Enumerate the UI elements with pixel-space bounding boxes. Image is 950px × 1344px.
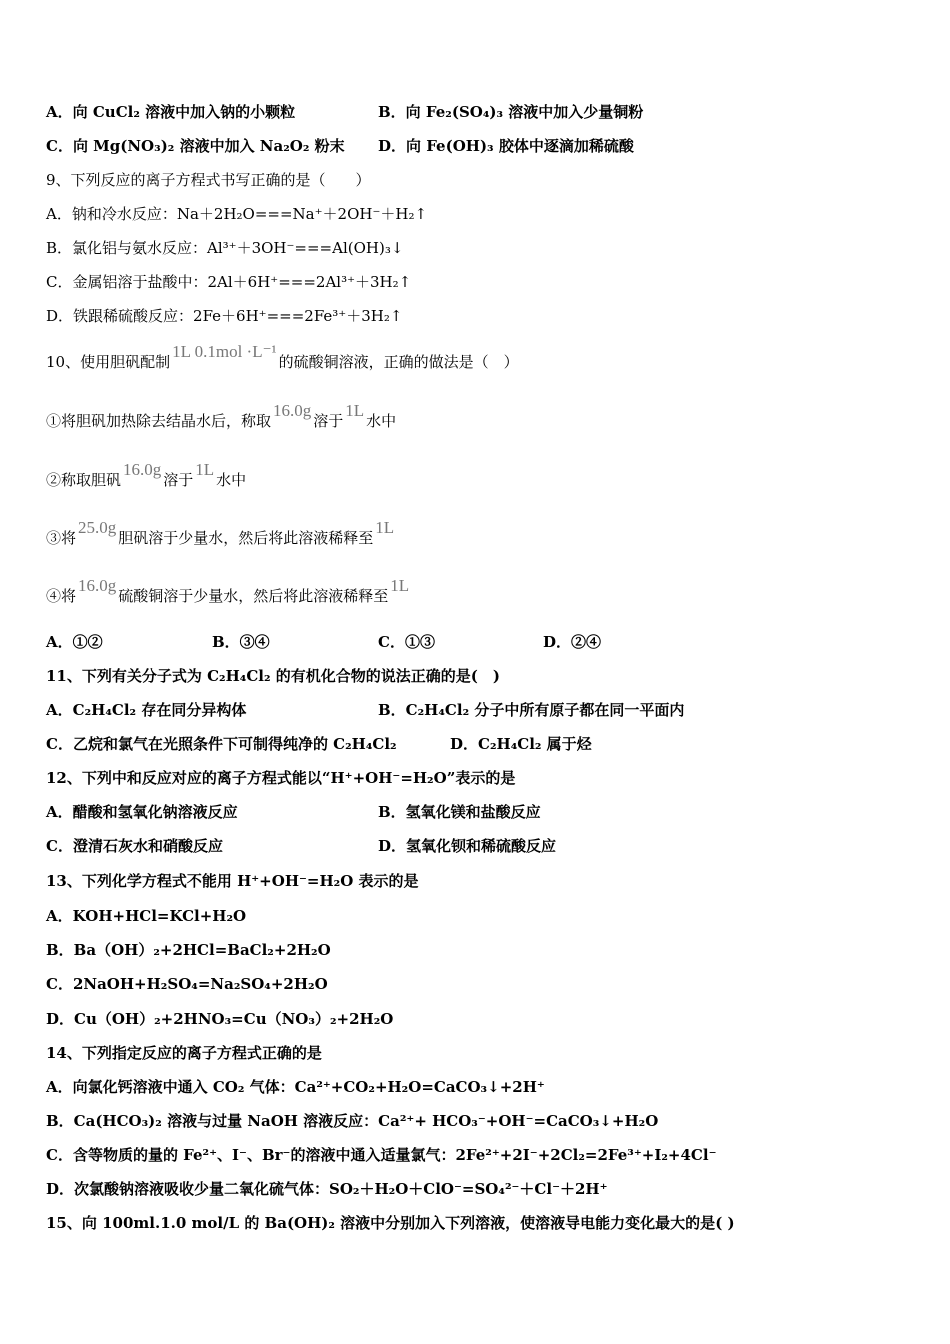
q10-statement-4 [46,576,411,606]
q10-s1-pre: ①将胆矾加热除去结晶水后，称取 [46,412,272,430]
q13-option-a: A．KOH+HCl=KCl+H₂O [46,907,247,925]
q11-option-b: B．C₂H₄Cl₂ 分子中所有原子都在同一平面内 [378,701,685,719]
q13-option-d: D．Cu（OH）₂+2HNO₃=Cu（NO₃）₂+2H₂O [46,1010,394,1028]
q10-s3-vol: 1L [375,518,395,537]
q10-s3-mid: 胆矾溶于少量水，然后将此溶液稀释至 [118,529,374,547]
q14-option-b: B．Ca(HCO₃)₂ 溶液与过量 NaOH 溶液反应：Ca²⁺+ HCO₃⁻+OH⁻=CaCO₃↓+H₂O [46,1112,659,1130]
q13-stem: 13、下列化学方程式不能用 H⁺+OH⁻=H₂O 表示的是 [46,872,419,890]
q14-stem: 14、下列指定反应的离子方程式正确的是 [46,1044,322,1062]
q9-option-c: C．金属铝溶于盐酸中：2Al＋6H⁺===2Al³⁺＋3H₂↑ [46,273,412,291]
q13-option-c: C．2NaOH+H₂SO₄=Na₂SO₄+2H₂O [46,975,328,993]
q10-stem-pre: 10、使用胆矾配制 [46,353,171,371]
q9-stem: 9、下列反应的离子方程式书写正确的是（ ） [46,171,371,189]
q14-option-c: C．含等物质的量的 Fe²⁺、I⁻、Br⁻的溶液中通入适量氯气：2Fe²⁺+2I⁻+2Cl₂=2Fe³⁺+I₂+4Cl⁻ [46,1146,717,1164]
q10-s2-post: 水中 [216,471,247,489]
q11-option-d: D．C₂H₄Cl₂ 属于烃 [450,735,592,753]
q10-option-b: B．③④ [212,633,270,651]
q10-stem-formula: 1L 0.1mol ·L⁻¹ [172,342,277,361]
q11-stem: 11、下列有关分子式为 C₂H₄Cl₂ 的有机化合物的说法正确的是( ) [46,667,500,685]
q8-option-d: D．向 Fe(OH)₃ 胶体中逐滴加稀硫酸 [378,137,634,155]
q9-option-b: B．氯化铝与氨水反应：Al³⁺＋3OH⁻===Al(OH)₃↓ [46,239,404,257]
q15-stem: 15、向 100ml.1.0 mol/L 的 Ba(OH)₂ 溶液中分别加入下列溶液，使溶液导电能力变化最大的是( ) [46,1214,735,1232]
q10-statement-1 [46,401,397,431]
q10-s3-pre: ③将 [46,529,77,547]
q10-option-d: D．②④ [543,633,602,651]
q10-s4-vol: 1L [390,576,410,595]
q8-option-a: A．向 CuCl₂ 溶液中加入钠的小颗粒 [46,103,296,121]
q10-s2-vol: 1L [195,460,215,479]
q8-option-b: B．向 Fe₂(SO₄)₃ 溶液中加入少量铜粉 [378,103,644,121]
q10-s4-mid: 硫酸铜溶于少量水，然后将此溶液稀释至 [118,587,389,605]
q10-s4-pre: ④将 [46,587,77,605]
q11-option-c: C．乙烷和氯气在光照条件下可制得纯净的 C₂H₄Cl₂ [46,735,397,753]
q9-option-d: D．铁跟稀硫酸反应：2Fe＋6H⁺===2Fe³⁺＋3H₂↑ [46,307,403,325]
q10-s4-mass: 16.0g [78,576,117,595]
q12-option-c: C．澄清石灰水和硝酸反应 [46,837,223,855]
q10-s2-mass: 16.0g [123,460,162,479]
q14-option-d: D．次氯酸钠溶液吸收少量二氧化硫气体：SO₂＋H₂O＋ClO⁻=SO₄²⁻＋Cl⁻＋2H⁺ [46,1180,608,1198]
q12-option-a: A．醋酸和氢氧化钠溶液反应 [46,803,238,821]
q10-option-c: C．①③ [378,633,435,651]
q10-s1-post: 水中 [366,412,397,430]
q12-option-d: D．氢氧化钡和稀硫酸反应 [378,837,557,855]
q10-s2-mid: 溶于 [163,471,194,489]
q10-s1-mass: 16.0g [273,401,312,420]
q10-statement-2 [46,460,247,490]
q10-option-a: A．①② [46,633,103,651]
q12-option-b: B．氢氧化镁和盐酸反应 [378,803,541,821]
q10-s3-mass: 25.0g [78,518,117,537]
q10-s1-vol: 1L [345,401,365,420]
q10-stem-post: 的硫酸铜溶液，正确的做法是（ ） [278,353,519,371]
q12-stem: 12、下列中和反应对应的离子方程式能以“H⁺+OH⁻=H₂O”表示的是 [46,769,516,787]
q14-option-a: A．向氯化钙溶液中通入 CO₂ 气体：Ca²⁺+CO₂+H₂O=CaCO₃↓+2H⁺ [46,1078,545,1096]
q11-option-a: A．C₂H₄Cl₂ 存在同分异构体 [46,701,247,719]
q10-s1-mid: 溶于 [313,412,344,430]
q10-statement-3 [46,518,396,548]
q13-option-b: B．Ba（OH）₂+2HCl=BaCl₂+2H₂O [46,941,331,959]
q10-s2-pre: ②称取胆矾 [46,471,122,489]
q8-option-c: C．向 Mg(NO₃)₂ 溶液中加入 Na₂O₂ 粉末 [46,137,345,155]
q10-stem [46,342,519,372]
q9-option-a: A．钠和冷水反应：Na＋2H₂O===Na⁺＋2OH⁻＋H₂↑ [46,205,428,223]
